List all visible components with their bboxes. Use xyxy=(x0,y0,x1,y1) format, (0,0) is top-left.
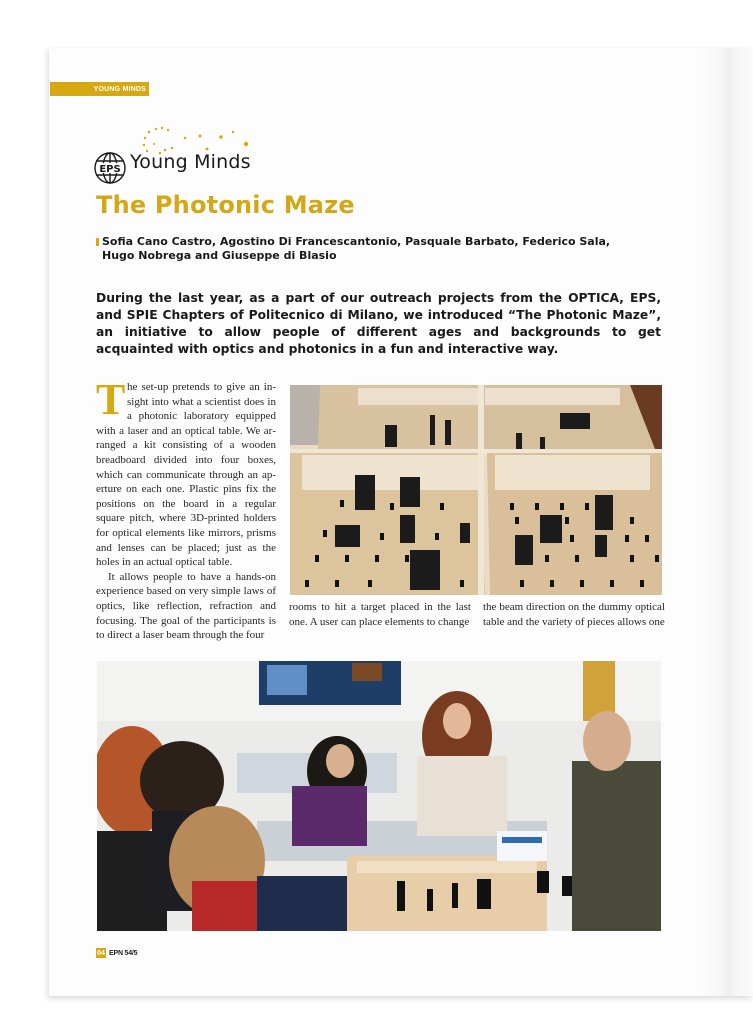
magazine-page xyxy=(49,48,753,996)
body-paragraph-1 xyxy=(96,375,276,570)
photo-students-playing-maze xyxy=(97,661,661,931)
body-paragraph-2: It allows people to have a hands-on experience based on very simple laws of optics, like reflection, refraction and focusing. The goal of the participants is to direct a laser beam through the four xyxy=(96,570,276,642)
section-tab-label: YOUNG MINDS xyxy=(93,85,146,93)
authors-line-1: Sofia Cano Castro, Agostino Di Francescantonio, Pasquale Barbato, Federico Sala, xyxy=(102,235,611,248)
page-footer xyxy=(96,948,137,958)
body-column-2: rooms to hit a target placed in the last one. A user can place elements to change xyxy=(289,601,471,628)
issue-label: EPN 54/5 xyxy=(109,949,138,957)
lead-paragraph: During the last year, as a part of our outreach projects from the OPTICA, EPS, and SPIE Chapters of Politecnico di Milano, we introduced “The Photonic Maze”, an initiative to allow people of different ages and backgrounds to get acquainted with optics and photonics in a fun and interactive way. xyxy=(96,291,661,356)
drop-cap: T xyxy=(96,375,126,424)
eps-badge-text: EPS xyxy=(99,164,121,175)
body-column-3: the beam direction on the dummy optical table and the variety of pieces allows one xyxy=(483,601,665,628)
photo-photonic-maze-boxes xyxy=(290,385,662,595)
young-minds-logo xyxy=(94,120,269,192)
authors-line-2: Hugo Nobrega and Giuseppe di Blasio xyxy=(102,249,337,262)
page-gutter-shadow xyxy=(699,48,753,996)
author-list xyxy=(96,235,656,263)
page-number: 04 xyxy=(97,949,105,957)
author-bullet-marker xyxy=(96,238,99,246)
logo-text: Young Minds xyxy=(130,151,251,173)
paragraph-1-text: he set-up pretends to give an insight into what a scientist does in a photonic laboratory equipped with a laser and an optical table. We arranged a kit consisting of a wooden breadboard divided into four boxes, which can communicate through an aperture on each one. Plastic pins fix the positions on the board in a regular square pitch, where 3D-printed holders for optical elements like mirrors, prisms and lenses can be placed; just as the holes in an actual optical table. xyxy=(96,381,276,569)
body-column-1 xyxy=(96,375,276,643)
section-tab xyxy=(50,82,149,96)
article-title: The Photonic Maze xyxy=(96,191,355,219)
